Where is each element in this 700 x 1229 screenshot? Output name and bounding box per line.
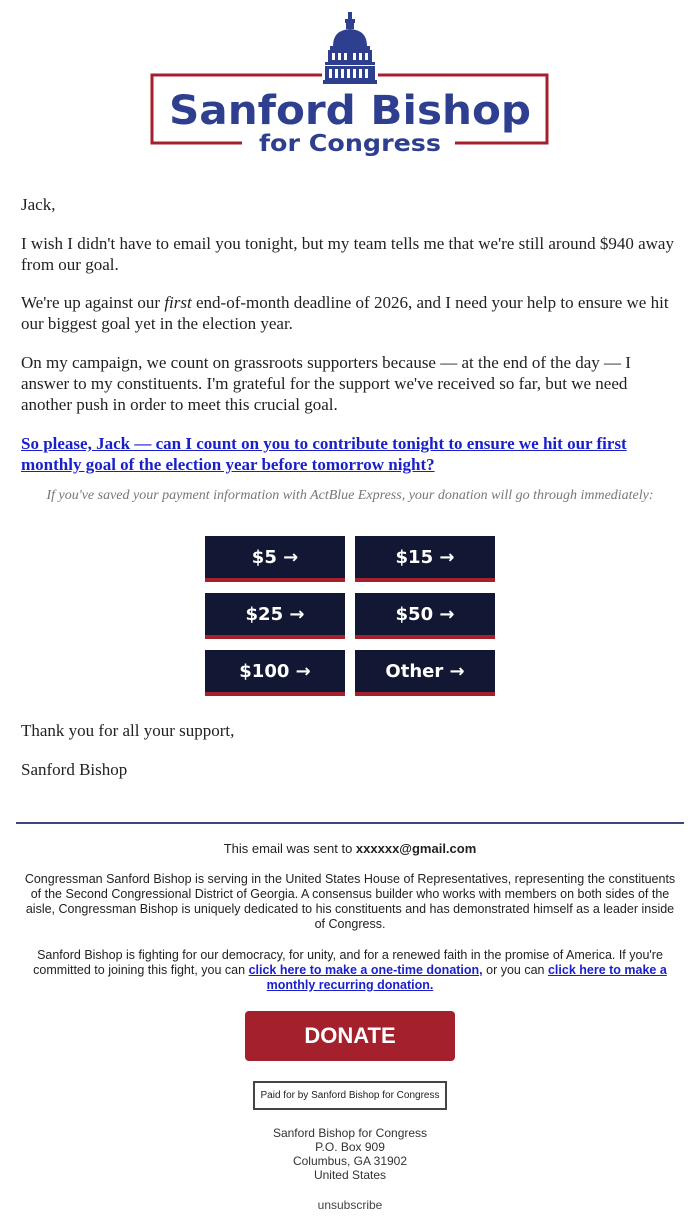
address-line: Sanford Bishop for Congress bbox=[272, 1126, 428, 1140]
sent-to-line: This email was sent to xxxxxx@gmail.com bbox=[223, 841, 477, 856]
campaign-logo bbox=[150, 10, 550, 158]
address-line: United States bbox=[313, 1168, 387, 1182]
logo-name: Sanford Bishop bbox=[169, 88, 531, 134]
donate-other-button[interactable]: Other → bbox=[355, 650, 495, 696]
recipient-email: xxxxxx@gmail.com bbox=[355, 841, 477, 856]
donate-button[interactable]: DONATE bbox=[245, 1011, 455, 1061]
one-time-donation-link[interactable]: click here to make a one-time donation, bbox=[248, 963, 483, 977]
signoff: Thank you for all your support, bbox=[21, 721, 235, 740]
signature: Sanford Bishop bbox=[21, 760, 128, 779]
address-line: P.O. Box 909 bbox=[315, 1140, 385, 1154]
donate-100-button[interactable]: $100 → bbox=[205, 650, 345, 696]
monthly-donation-link[interactable]: click here to make a monthly recurring donation. bbox=[266, 963, 667, 992]
address-line: Columbus, GA 31902 bbox=[292, 1154, 408, 1168]
cta-paragraph bbox=[21, 433, 677, 475]
paragraph-3: On my campaign, we count on grassroots supporters because — at the end of the day — I answer to my constituents. I'm grateful for the support we've received so far, but we need another push in order to meet this crucial goal. bbox=[21, 353, 631, 414]
paid-for-disclaimer: Paid for by Sanford Bishop for Congress bbox=[253, 1081, 447, 1110]
donate-50-button[interactable]: $50 → bbox=[355, 593, 495, 639]
fight-paragraph: Sanford Bishop is fighting for our democracy, for unity, and for a renewed faith in the promise of America. If you're committed to joining this fight, you can click here to make a one-time donation, or you can click here to make a monthly recurring donation. bbox=[33, 948, 667, 992]
cta-donate-link[interactable]: So please, Jack — can I count on you to contribute tonight to ensure we hit our first monthly goal of the election year before tomorrow night? bbox=[21, 434, 627, 474]
unsubscribe-link[interactable]: unsubscribe bbox=[317, 1198, 383, 1212]
mailing-address bbox=[200, 1126, 500, 1182]
emphasis-first: first bbox=[164, 293, 192, 312]
donate-25-button[interactable]: $25 → bbox=[205, 593, 345, 639]
bio-paragraph: Congressman Sanford Bishop is serving in the United States House of Representatives, representing the constituents of the Second Congressional District of Georgia. A consensus builder who works with members on both sides of the aisle, Congressman Bishop is uniquely dedicated to his constituents and has demonstrated himself as a leader inside of Congress. bbox=[24, 872, 676, 931]
footer-divider bbox=[16, 822, 684, 824]
actblue-express-note: If you've saved your payment information with ActBlue Express, your donation will go through immediately: bbox=[46, 488, 654, 503]
paragraph-1: I wish I didn't have to email you tonight, but my team tells me that we're still around $940 away from our goal. bbox=[21, 234, 674, 274]
donate-5-button[interactable]: $5 → bbox=[205, 536, 345, 582]
paragraph-2: We're up against our first end-of-month deadline of 2026, and I need your help to ensure we hit our biggest goal yet in the election year. bbox=[21, 293, 669, 333]
logo-subtitle: for Congress bbox=[259, 131, 441, 157]
greeting: Jack, bbox=[21, 195, 56, 214]
donate-15-button[interactable]: $15 → bbox=[355, 536, 495, 582]
